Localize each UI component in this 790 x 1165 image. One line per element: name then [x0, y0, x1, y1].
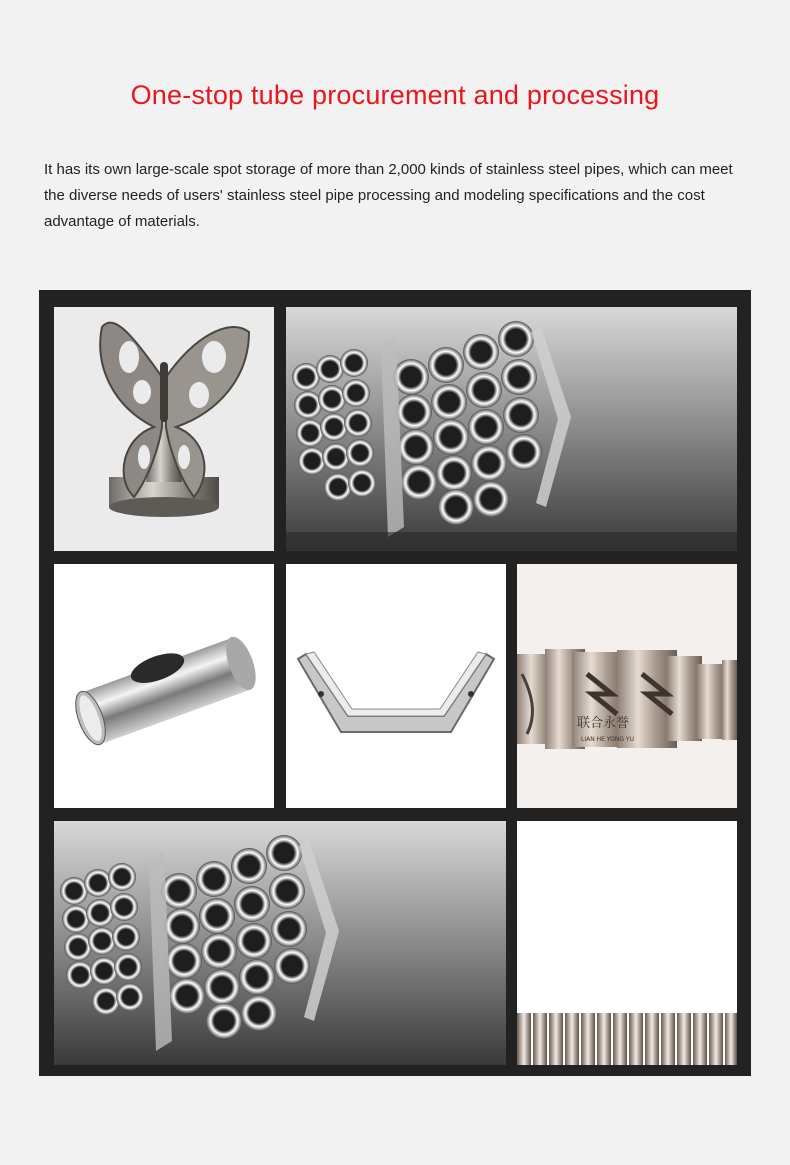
pipe-bundle-image-2	[54, 821, 506, 1065]
cut-tube-image	[54, 564, 274, 808]
intro-paragraph: It has its own large-scale spot storage of more than 2,000 kinds of stainless steel pipes, which can meet the diverse needs of users' stainless steel pipe processing and modeling specifications and the cost advantage of materials.	[44, 161, 733, 230]
pipe-bundle-image	[286, 307, 737, 551]
cylinder-brand-subtext: LIAN HE YONG YU	[581, 736, 634, 743]
cylinder-brand-text: 联合永誉	[577, 716, 630, 731]
bent-square-tube-image	[286, 564, 506, 808]
pipe-rows-image	[517, 821, 737, 1065]
page-title: One-stop tube procurement and processing	[130, 80, 660, 110]
butterfly-sculpture-image	[54, 307, 274, 551]
product-gallery	[39, 290, 751, 1076]
engraved-cylinders-image	[517, 564, 737, 808]
